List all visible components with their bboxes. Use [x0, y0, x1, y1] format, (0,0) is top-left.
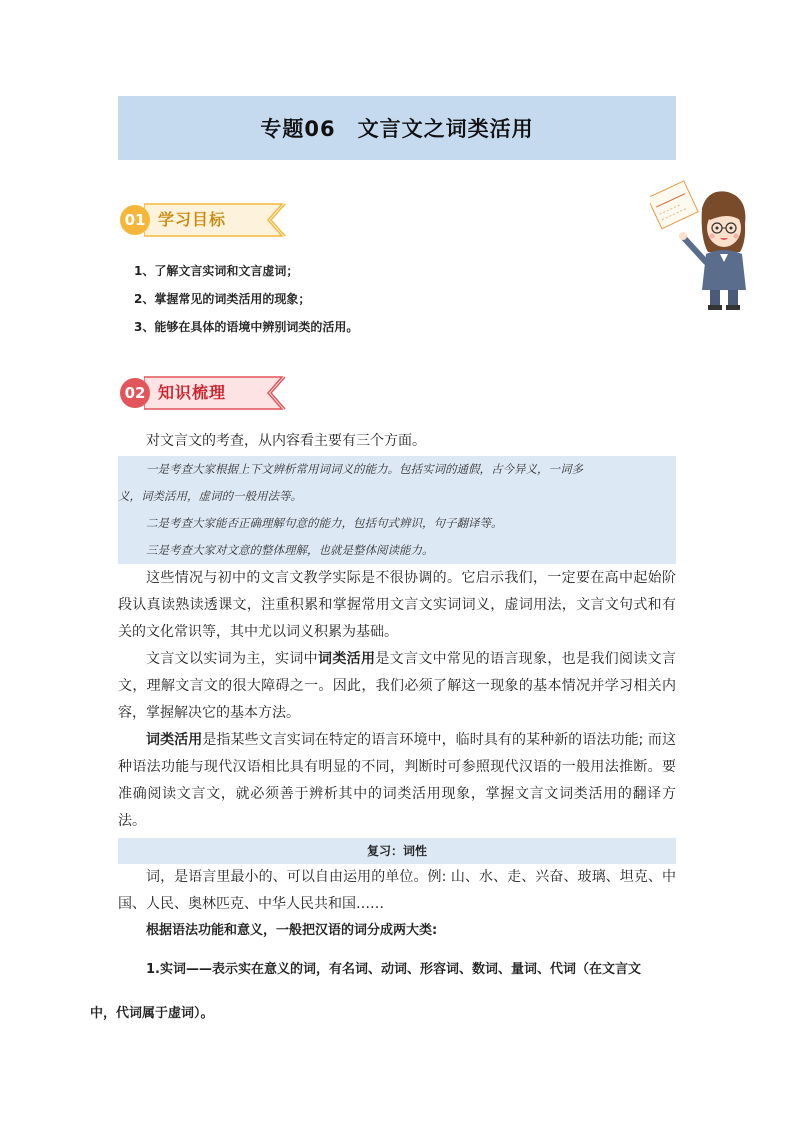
intro-paragraph: 对文言文的考查，从内容看主要有三个方面。 [146, 433, 426, 449]
keyword: 词类活用 [318, 651, 376, 667]
goal-item: 1、了解文言实词和文言虚词； [134, 264, 299, 278]
keyword: 词类活用 [146, 732, 203, 748]
highlight-line: 义，词类活用，虚词的一般用法等。 [118, 489, 302, 503]
section-heading-goals [120, 200, 294, 240]
word-definition: 词，是语言里最小的、可以自由运用的单位。例: 山、水、走、兴奋、玻璃、坦克、中国、人民、奥林匹克、中华人民共和国…… [118, 869, 676, 912]
page-title [260, 113, 533, 143]
section-heading-knowledge [120, 373, 294, 413]
section-number-badge: 02 [120, 378, 150, 408]
section-label: 知识梳理 [158, 383, 227, 402]
classification-line: 根据语法功能和意义，一般把汉语的词分成两大类: [146, 923, 438, 938]
body-paragraph: 词类活用是指某些文言实词在特定的语言环境中，临时具有的某种新的语法功能; 而这种语法功能与现代汉语相比具有明显的不同，判断时可参照现代汉语的一般用法推断。要准确阅读文言文，就必须善于辨析其中的词类活用现象，掌握文言文词类活用的翻译方法。 [118, 732, 676, 829]
section-ribbon [144, 202, 294, 238]
section-number-badge: 01 [120, 205, 150, 235]
section-label: 学习目标 [158, 210, 227, 229]
body-paragraph: 这些情况与初中的文言文教学实际是不很协调的。它启示我们，一定要在高中起始阶段认真读熟读透课文，注重积累和掌握常用文言文实词词义，虚词用法，文言文句式和有关的文化常识等，其中尤以词义积累为基础。 [118, 570, 676, 640]
goals-list [134, 262, 358, 346]
title-banner [118, 96, 676, 160]
teacher-illustration [650, 178, 750, 313]
highlight-line: 二是考查大家能否正确理解句意的能力，包括句式辨识，句子翻译等。 [146, 516, 503, 530]
review-heading: 复习：词性 [118, 838, 676, 864]
body-paragraph: 文言文以实词为主，实词中词类活用是文言文中常见的语言现象，也是我们阅读文言文，理解文言文的很大障碍之一。因此，我们必须了解这一现象的基本情况并学习相关内容，掌握解决它的基本方法。 [118, 651, 677, 721]
content-word-line: 1.实词——表示实在意义的词，有名词、动词、形容词、数词、量词、代词（在文言文 中，代词属于虚词）。 [90, 962, 641, 1021]
goal-item: 3、能够在具体的语境中辨别词类的活用。 [134, 320, 359, 334]
title-topic: 专题06 [260, 117, 336, 141]
highlight-line: 一是考查大家根据上下文辨析常用词词义的能力。包括实词的通假，古今异义，一词多 [146, 462, 583, 476]
highlight-line: 三是考查大家对文意的整体理解，也就是整体阅读能力。 [146, 543, 434, 557]
title-name: 文言文之词类活用 [357, 117, 534, 141]
section-ribbon [144, 375, 294, 411]
goal-item: 2、掌握常见的词类活用的现象； [134, 292, 311, 306]
